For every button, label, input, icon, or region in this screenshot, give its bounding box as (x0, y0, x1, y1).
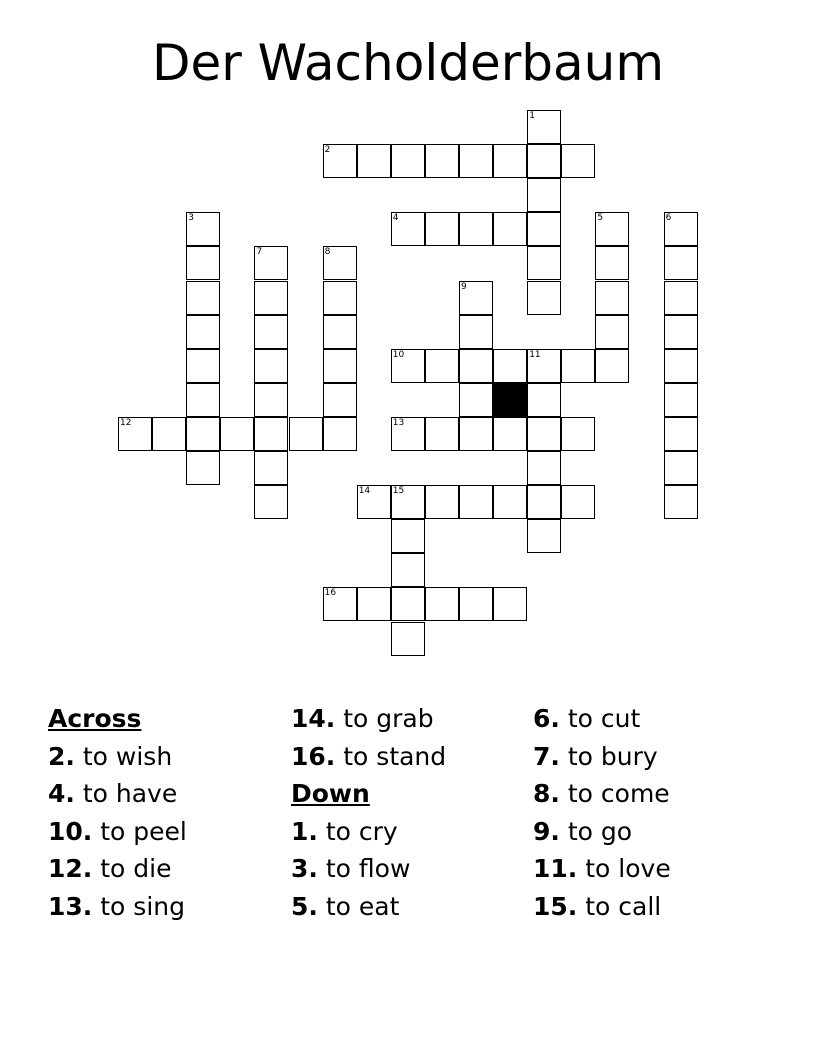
clue-column-3 (533, 700, 671, 925)
cell-number: 2 (324, 145, 331, 156)
cell-number: 16 (324, 588, 337, 599)
clue-item (291, 700, 446, 738)
grid-cell[interactable] (391, 553, 425, 587)
grid-cell[interactable] (595, 281, 629, 315)
grid-cell[interactable] (527, 383, 561, 417)
grid-cell[interactable] (425, 212, 459, 246)
grid-cell[interactable] (664, 212, 698, 246)
clue-text: to eat (317, 891, 400, 921)
clue-item (48, 813, 187, 851)
grid-cell[interactable] (493, 349, 527, 383)
grid-cell[interactable] (391, 144, 425, 178)
grid-cell[interactable] (459, 349, 493, 383)
clue-item (48, 738, 187, 776)
grid-cell[interactable] (527, 485, 561, 519)
grid-cell[interactable] (561, 485, 595, 519)
grid-cell[interactable] (664, 417, 698, 451)
cell-number: 13 (392, 417, 405, 428)
grid-cell[interactable] (459, 485, 493, 519)
grid-cell[interactable] (561, 144, 595, 178)
clue-item (291, 888, 446, 926)
clue-item (291, 813, 446, 851)
grid-cell[interactable] (357, 587, 391, 621)
clue-text: to bury (559, 741, 658, 771)
grid-cell[interactable] (664, 349, 698, 383)
clue-item (48, 850, 187, 888)
grid-cell[interactable] (493, 417, 527, 451)
grid-cell[interactable] (459, 144, 493, 178)
grid-cell[interactable] (323, 315, 357, 349)
grid-cell[interactable] (493, 485, 527, 519)
grid-cell[interactable] (425, 417, 459, 451)
grid-cell[interactable] (289, 417, 323, 451)
clue-text: to die (92, 854, 172, 883)
grid-cell[interactable] (527, 349, 561, 383)
clue-text: to cut (559, 704, 641, 733)
grid-cell[interactable] (527, 110, 561, 144)
grid-cell[interactable] (323, 587, 357, 621)
clue-column-1 (48, 700, 187, 925)
clue-item (48, 888, 187, 926)
grid-cell[interactable] (186, 281, 220, 315)
clue-text: to have (74, 779, 178, 808)
cell-number: 8 (324, 247, 331, 258)
clue-number: 11. (533, 854, 578, 883)
grid-cell[interactable] (527, 281, 561, 315)
clue-text: to come (559, 779, 670, 808)
cell-number: 15 (392, 486, 405, 497)
clue-item (533, 850, 671, 888)
clue-number: 1. (291, 816, 318, 846)
grid-cell[interactable] (254, 349, 288, 383)
cell-number: 6 (665, 213, 672, 224)
clue-text: to sing (92, 891, 185, 921)
grid-cell[interactable] (323, 417, 357, 451)
grid-cell[interactable] (186, 246, 220, 280)
grid-cell[interactable] (254, 315, 288, 349)
grid-cell[interactable] (595, 212, 629, 246)
grid-cell[interactable] (425, 587, 459, 621)
grid-cell[interactable] (254, 246, 288, 280)
cell-number: 9 (461, 281, 467, 292)
cell-number: 4 (392, 213, 399, 224)
clue-item (533, 738, 671, 776)
grid-cell[interactable] (323, 281, 357, 315)
clue-number: 8. (533, 779, 560, 808)
grid-cell[interactable] (493, 587, 527, 621)
clue-item (533, 888, 671, 926)
grid-cell[interactable] (664, 485, 698, 519)
grid-cell[interactable] (459, 212, 493, 246)
clue-number: 5. (291, 891, 318, 921)
grid-cell[interactable] (664, 315, 698, 349)
clue-column-2 (291, 700, 446, 925)
cell-number: 14 (358, 486, 371, 497)
grid-cell[interactable] (664, 246, 698, 280)
clue-text: to call (577, 891, 662, 921)
clue-item (291, 850, 446, 888)
clue-number: 15. (533, 891, 578, 921)
clue-item (533, 775, 671, 813)
grid-cell[interactable] (391, 519, 425, 553)
grid-cell[interactable] (664, 383, 698, 417)
clue-text: to stand (335, 741, 447, 771)
grid-cell[interactable] (186, 417, 220, 451)
clue-text: to grab (335, 704, 434, 733)
grid-cell[interactable] (595, 246, 629, 280)
grid-cell[interactable] (391, 212, 425, 246)
cell-number: 10 (392, 349, 405, 360)
grid-cell[interactable] (323, 246, 357, 280)
clue-text: to wish (74, 741, 173, 771)
grid-cell[interactable] (664, 451, 698, 485)
grid-cell[interactable] (459, 383, 493, 417)
grid-cell[interactable] (527, 246, 561, 280)
grid-cell[interactable] (186, 383, 220, 417)
grid-cell[interactable] (323, 144, 357, 178)
grid-cell[interactable] (186, 315, 220, 349)
grid-cell[interactable] (254, 485, 288, 519)
clue-number: 7. (533, 741, 560, 771)
grid-cell[interactable] (561, 349, 595, 383)
page-title: Der Wacholderbaum (151, 34, 665, 92)
grid-cell[interactable] (527, 144, 561, 178)
clue-text: to love (577, 854, 671, 883)
grid-cell[interactable] (527, 417, 561, 451)
cell-number: 5 (597, 213, 604, 224)
grid-cell[interactable] (459, 315, 493, 349)
clue-number: 10. (48, 816, 93, 846)
clue-item (533, 700, 671, 738)
clue-number: 3. (291, 854, 318, 883)
grid-cell[interactable] (459, 417, 493, 451)
grid-cell[interactable] (118, 417, 152, 451)
cell-number: 1 (529, 111, 535, 121)
grid-cell[interactable] (152, 417, 186, 451)
clue-text: to cry (317, 816, 398, 846)
grid-cell[interactable] (425, 144, 459, 178)
clue-number: 2. (48, 741, 75, 771)
grid-cell[interactable] (357, 485, 391, 519)
grid-cell[interactable] (459, 281, 493, 315)
grid-cell[interactable] (595, 349, 629, 383)
cell-number: 11 (529, 349, 541, 360)
grid-cell[interactable] (425, 485, 459, 519)
clue-item (48, 775, 187, 813)
grid-cell[interactable] (527, 178, 561, 212)
clue-number: 14. (291, 704, 336, 733)
grid-cell[interactable] (595, 315, 629, 349)
cell-number: 3 (188, 213, 194, 224)
grid-cell[interactable] (357, 144, 391, 178)
grid-cell[interactable] (425, 349, 459, 383)
grid-cell[interactable] (254, 281, 288, 315)
grid-cell[interactable] (254, 383, 288, 417)
grid-cell[interactable] (493, 144, 527, 178)
clue-text: to flow (317, 854, 411, 883)
grid-cell[interactable] (186, 212, 220, 246)
grid-cell[interactable] (664, 281, 698, 315)
grid-cell[interactable] (186, 349, 220, 383)
grid-cell[interactable] (391, 349, 425, 383)
grid-cell[interactable] (391, 485, 425, 519)
clue-heading-down: Down (291, 779, 370, 808)
clue-number: 4. (48, 779, 75, 808)
clue-text: to peel (92, 816, 187, 846)
grid-cell[interactable] (323, 349, 357, 383)
grid-cell[interactable] (391, 587, 425, 621)
clue-number: 13. (48, 891, 93, 921)
grid-cell[interactable] (254, 451, 288, 485)
grid-cell[interactable] (527, 519, 561, 553)
grid-cell[interactable] (527, 451, 561, 485)
grid-cell[interactable] (220, 417, 254, 451)
grid-cell[interactable] (459, 587, 493, 621)
grid-cell[interactable] (391, 622, 425, 656)
cell-number: 12 (120, 417, 132, 428)
grid-block (493, 383, 527, 417)
clue-item (291, 738, 446, 776)
grid-cell[interactable] (493, 212, 527, 246)
grid-cell[interactable] (391, 417, 425, 451)
clue-number: 16. (291, 741, 336, 771)
clue-heading-across: Across (48, 704, 142, 733)
clue-text: to go (559, 816, 633, 846)
grid-cell[interactable] (323, 383, 357, 417)
clue-number: 6. (533, 704, 560, 733)
clue-number: 9. (533, 816, 560, 846)
clue-number: 12. (48, 854, 93, 883)
clue-item (533, 813, 671, 851)
cell-number: 7 (256, 247, 263, 258)
grid-cell[interactable] (527, 212, 561, 246)
grid-cell[interactable] (186, 451, 220, 485)
grid-cell[interactable] (561, 417, 595, 451)
grid-cell[interactable] (254, 417, 288, 451)
